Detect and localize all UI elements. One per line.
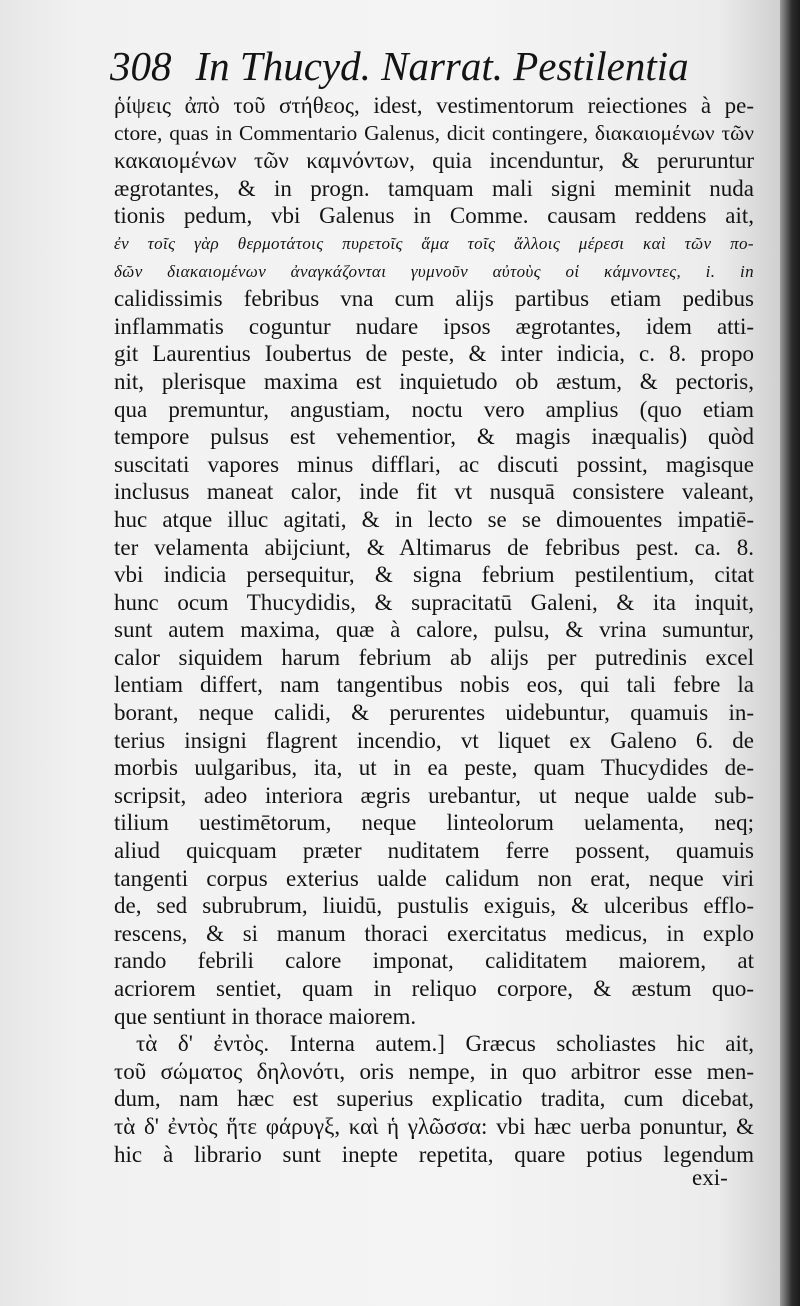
text-line: rando febrili calore imponat, caliditatem maiorem, at xyxy=(114,948,754,974)
text-line: ter velamenta abijciunt, & Altimarus de febribus pest. ca. 8. xyxy=(114,534,754,560)
text-line: inclusus maneat calor, inde fit vt nusquā consistere valeant, xyxy=(114,479,754,505)
text-line: nit, plerisque maxima est inquietudo ob æstum, & pectoris, xyxy=(114,368,754,394)
text-line: ῥίψεις ἀπὸ τοῦ στήθεος, idest, vestimentorum reiectiones à pe- xyxy=(114,93,754,118)
page-header xyxy=(110,36,730,96)
text-line: tangenti corpus exterius ualde calidum non erat, neque viri xyxy=(114,865,754,891)
text-line: aliud quicquam præter nuditatem ferre possent, quamuis xyxy=(114,838,754,864)
catchword: exi- xyxy=(692,1165,728,1190)
text-line: tempore pulsus est vehementior, & magis inæqualis) quòd xyxy=(114,424,754,450)
text-line: terius insigni flagrent incendio, vt liquet ex Galeno 6. de xyxy=(114,727,754,753)
body-text xyxy=(114,92,754,1168)
text-line: de, sed subrubrum, liuidū, pustulis exiguis, & ulceribus efflo- xyxy=(114,893,754,919)
text-line: τὰ δ' ἐντὸς ἥτε φάρυγξ, καὶ ἡ γλῶσσα: vbi hæc uerba ponuntur, & xyxy=(114,1113,754,1139)
text-line: hic à librario sunt inepte repetita, quare potius legendum xyxy=(114,1141,754,1167)
text-line: scripsit, adeo interiora ægris urebantur, ut neque ualde sub- xyxy=(114,782,754,808)
text-line: dum, nam hæc est superius explicatio tradita, cum dicebat, xyxy=(114,1086,754,1112)
running-title: In Thucyd. Narrat. Pestilentia xyxy=(195,43,689,89)
text-line: vbi indicia persequitur, & signa febrium pestilentium, citat xyxy=(114,562,754,588)
page-number: 308 xyxy=(110,43,172,89)
text-line: qua premuntur, angustiam, noctu vero amplius (quo etiam xyxy=(114,396,754,422)
text-line: ctore, quas in Commentario Galenus, dicit contingere, διακαιομένων τῶν xyxy=(114,120,754,145)
page-edge-shadow xyxy=(780,0,800,1306)
text-line: τοῦ σώματος δηλονότι, oris nempe, in quo arbitror esse men- xyxy=(114,1058,754,1084)
text-line: ægrotantes, & in progn. tamquam mali signi meminit nuda xyxy=(114,175,754,201)
text-line: κακαιομένων τῶν καμνόντων, quia incenduntur, & peruruntur xyxy=(114,148,754,174)
text-line: sunt autem maxima, quæ à calore, pulsu, & vrina sumuntur, xyxy=(114,617,754,643)
text-line: rescens, & si manum thoraci exercitatus medicus, in explo xyxy=(114,920,754,946)
text-line: acriorem sentiet, quam in reliquo corpore, & æstum quo- xyxy=(114,976,754,1001)
text-line: git Laurentius Ioubertus de peste, & inter indicia, c. 8. propo xyxy=(114,341,754,367)
text-line: morbis uulgaribus, ita, ut in ea peste, quam Thucydides de- xyxy=(114,755,754,781)
text-line: calor siquidem harum febrium ab alijs per putredinis excel xyxy=(114,644,754,670)
text-line: que sentiunt in thorace maiorem. xyxy=(114,1003,417,1029)
text-line: hunc ocum Thucydidis, & supracitatū Galeni, & ita inquit, xyxy=(114,589,754,615)
text-line: borant, neque calidi, & perurentes uidebuntur, quamuis in- xyxy=(114,700,754,726)
text-line: inflammatis coguntur nudare ipsos ægrotantes, idem atti- xyxy=(114,313,754,339)
text-line: calidissimis febribus vna cum alijs partibus etiam pedibus xyxy=(114,286,754,312)
text-line: huc atque illuc agitati, & in lecto se se dimouentes impatiē- xyxy=(114,506,754,532)
text-line: τὰ δ' ἐντὸς. Interna autem.] Græcus scholiastes hic ait, xyxy=(136,1031,754,1057)
text-line: δῶν διακαιομένων ἀναγκάζονται γυμνοῦν αὐτοὺς οἱ κάμνοντες, i. in xyxy=(114,261,754,281)
text-line: suscitati vapores minus difflari, ac discuti possint, magisque xyxy=(114,451,754,477)
text-line: tilium uestimētorum, neque linteolorum uelamenta, neq; xyxy=(114,810,754,836)
text-line: lentiam differt, nam tangentibus nobis eos, qui tali febre la xyxy=(114,672,754,698)
text-line: tionis pedum, vbi Galenus in Comme. causam reddens ait, xyxy=(114,203,754,229)
text-line: ἐν τοῖς γὰρ θερμοτάτοις πυρετοῖς ἅμα τοῖς ἄλλοις μέρεσι καὶ τῶν πο- xyxy=(114,233,754,253)
